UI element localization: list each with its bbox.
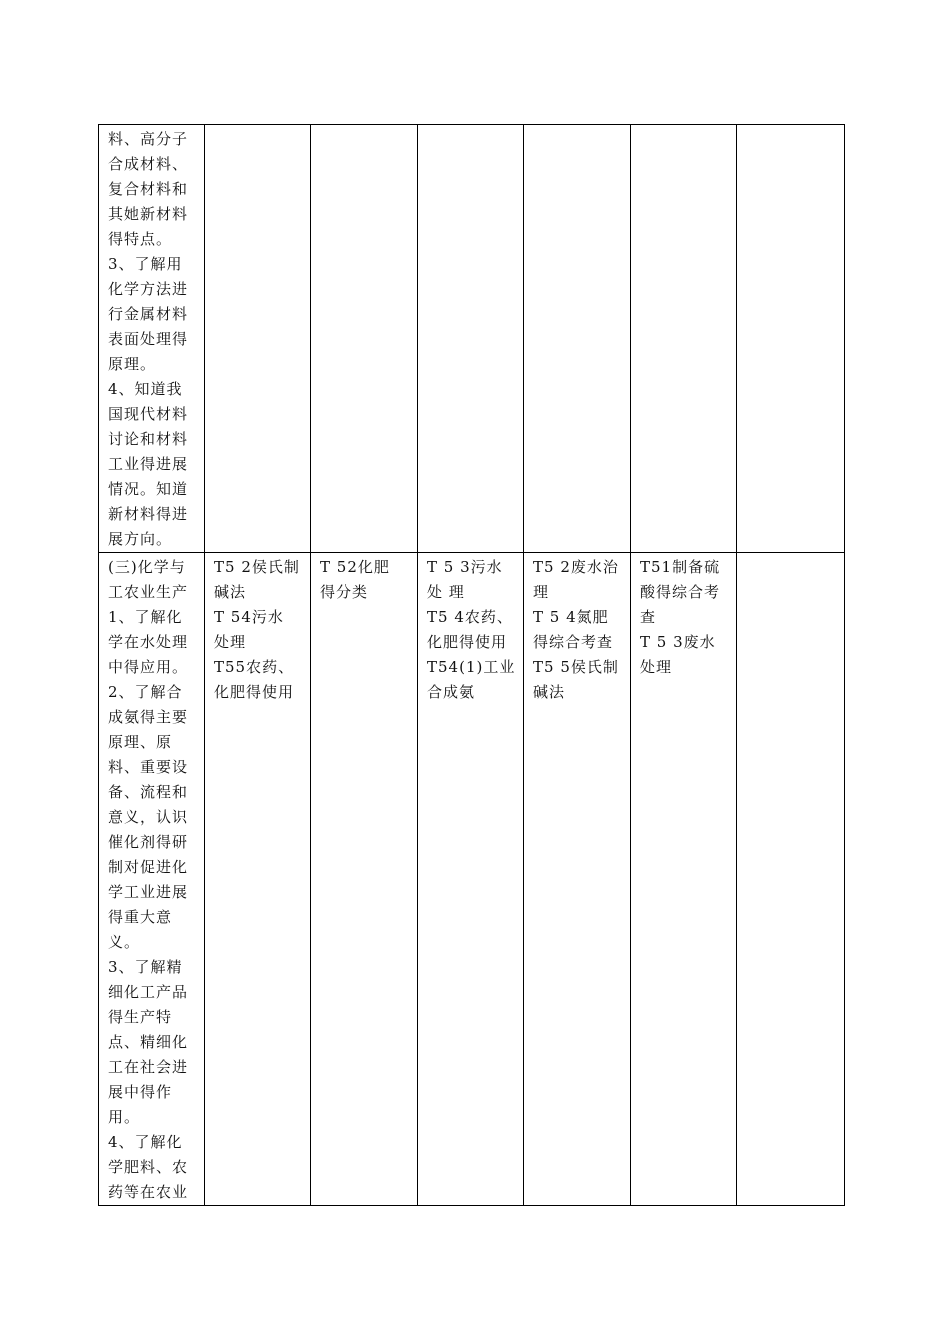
cell-text-line: 备、流程和 bbox=[108, 783, 189, 801]
cell-text-line: T 54污水 bbox=[214, 608, 284, 626]
cell-text-line: 碱法 bbox=[214, 583, 247, 601]
table-cell bbox=[418, 125, 524, 553]
cell-text-line: 理 bbox=[533, 583, 550, 601]
table-cell bbox=[99, 553, 205, 1206]
cell-text-line: 得重大意 bbox=[108, 908, 173, 926]
cell-text-line: T 5 3污水 bbox=[427, 558, 503, 576]
cell-text-line: 义。 bbox=[108, 933, 141, 951]
table-row bbox=[99, 553, 845, 1206]
cell-text-line: 4、了解化 bbox=[108, 1133, 183, 1151]
table-body bbox=[99, 125, 845, 1206]
cell-text-line: 工业得进展 bbox=[108, 455, 189, 473]
cell-text-line: 情况。知道 bbox=[108, 480, 189, 498]
cell-text-line: 用。 bbox=[108, 1108, 141, 1126]
cell-text-line: 3、了解精 bbox=[108, 958, 183, 976]
table-cell bbox=[205, 125, 311, 553]
cell-text-line: 中得应用。 bbox=[108, 658, 189, 676]
table-cell bbox=[524, 553, 631, 1206]
cell-text-line: T 52化肥 bbox=[320, 558, 390, 576]
table-cell bbox=[418, 553, 524, 1206]
cell-text-line: 复合材料和 bbox=[108, 180, 189, 198]
table-cell bbox=[99, 125, 205, 553]
cell-text-line: 讨论和材料 bbox=[108, 430, 189, 448]
cell-text-line: (三)化学与 bbox=[108, 558, 186, 576]
table-cell bbox=[631, 553, 737, 1206]
cell-text-line: 处理 bbox=[640, 658, 673, 676]
cell-text-line: 处 理 bbox=[427, 583, 465, 601]
cell-text-line: 成氨得主要 bbox=[108, 708, 189, 726]
cell-text-line: 查 bbox=[640, 608, 657, 626]
cell-text-line: 化肥得使用 bbox=[214, 683, 295, 701]
cell-text-line: 药等在农业 bbox=[108, 1183, 189, 1201]
cell-text-line: 催化剂得研 bbox=[108, 833, 189, 851]
cell-text-line: 其她新材料 bbox=[108, 205, 189, 223]
table-cell bbox=[737, 553, 845, 1206]
cell-text-line: 料、高分子 bbox=[108, 130, 189, 148]
cell-text-line: 得生产特 bbox=[108, 1008, 173, 1026]
cell-text-line: 1、了解化 bbox=[108, 608, 183, 626]
cell-text-line: T5 2废水治 bbox=[533, 558, 619, 576]
table-cell bbox=[524, 125, 631, 553]
cell-text-line: T 5 4氮肥 bbox=[533, 608, 609, 626]
cell-text-line: 3、了解用 bbox=[108, 255, 183, 273]
cell-text-line: 化学方法进 bbox=[108, 280, 189, 298]
cell-text-line: T5 4农药、 bbox=[427, 608, 513, 626]
cell-text-line: T5 2侯氏制 bbox=[214, 558, 300, 576]
cell-text-line: 国现代材料 bbox=[108, 405, 189, 423]
cell-text-line: 学肥料、农 bbox=[108, 1158, 189, 1176]
cell-text-line: 表面处理得 bbox=[108, 330, 189, 348]
table-cell bbox=[311, 553, 418, 1206]
table-row bbox=[99, 125, 845, 553]
cell-text-line: 细化工产品 bbox=[108, 983, 189, 1001]
cell-text-line: 行金属材料 bbox=[108, 305, 189, 323]
cell-text-line: 碱法 bbox=[533, 683, 566, 701]
table-cell bbox=[205, 553, 311, 1206]
cell-text-line: 2、了解合 bbox=[108, 683, 183, 701]
cell-text-line: 合成氨 bbox=[427, 683, 476, 701]
cell-text-line: 工在社会进 bbox=[108, 1058, 189, 1076]
cell-text-line: 学工业进展 bbox=[108, 883, 189, 901]
cell-text-line: 合成材料、 bbox=[108, 155, 189, 173]
table-cell bbox=[631, 125, 737, 553]
cell-text-line: 得综合考查 bbox=[533, 633, 614, 651]
cell-text-line: T55农药、 bbox=[214, 658, 295, 676]
cell-text-line: 得分类 bbox=[320, 583, 369, 601]
cell-text-line: 学在水处理 bbox=[108, 633, 189, 651]
cell-text-line: 意义，认识 bbox=[108, 808, 189, 826]
cell-text-line: 4、知道我 bbox=[108, 380, 183, 398]
cell-text-line: 制对促进化 bbox=[108, 858, 189, 876]
cell-text-line: 得特点。 bbox=[108, 230, 173, 248]
cell-text-line: 展方向。 bbox=[108, 530, 173, 548]
table-cell bbox=[737, 125, 845, 553]
cell-text-line: 展中得作 bbox=[108, 1083, 173, 1101]
table-cell bbox=[311, 125, 418, 553]
cell-text-line: 原理。 bbox=[108, 355, 157, 373]
cell-text-line: 点、精细化 bbox=[108, 1033, 189, 1051]
cell-text-line: 酸得综合考 bbox=[640, 583, 721, 601]
cell-text-line: 料、重要设 bbox=[108, 758, 189, 776]
cell-text-line: 新材料得进 bbox=[108, 505, 189, 523]
cell-text-line: T 5 3废水 bbox=[640, 633, 716, 651]
curriculum-table bbox=[98, 124, 845, 1206]
cell-text-line: 化肥得使用 bbox=[427, 633, 508, 651]
cell-text-line: T54(1)工业 bbox=[427, 658, 516, 676]
cell-text-line: 处理 bbox=[214, 633, 247, 651]
cell-text-line: 工农业生产 bbox=[108, 583, 189, 601]
cell-text-line: 原理、原 bbox=[108, 733, 173, 751]
cell-text-line: T51制备硫 bbox=[640, 558, 721, 576]
cell-text-line: T5 5侯氏制 bbox=[533, 658, 619, 676]
